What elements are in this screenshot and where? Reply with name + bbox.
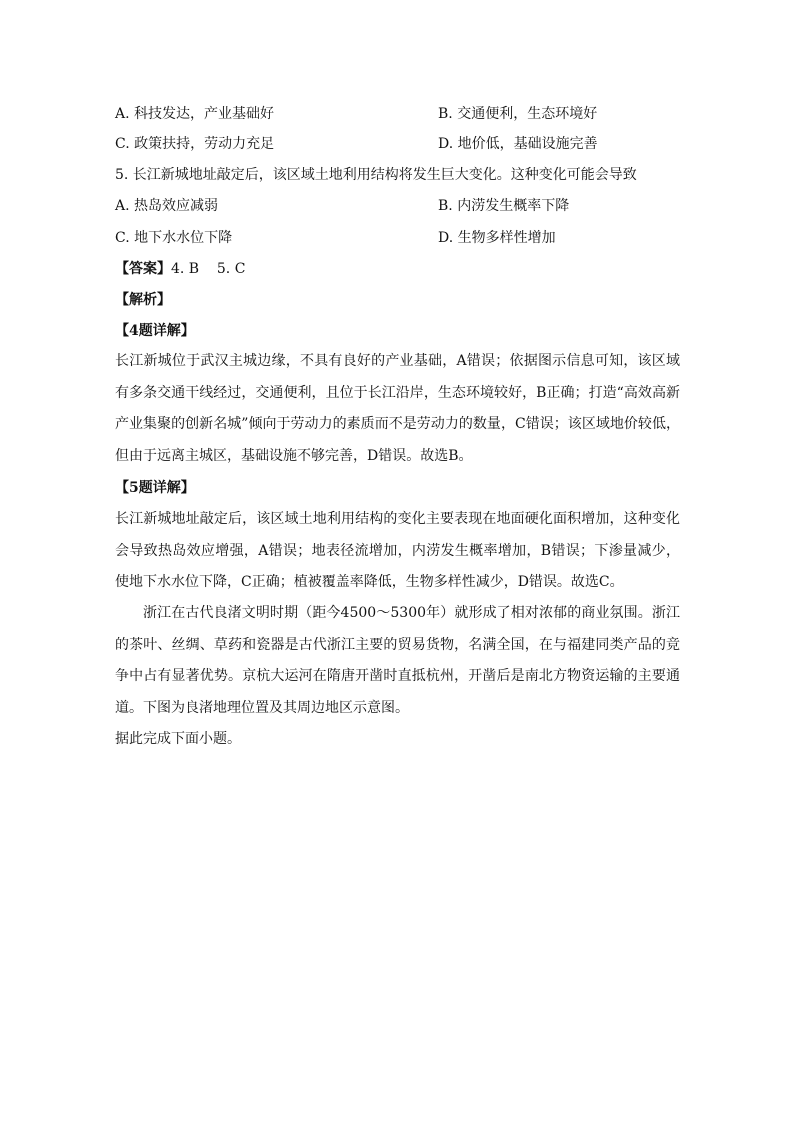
answer-text: 4. B 5. C bbox=[171, 261, 246, 277]
q5-detail-heading: 【5题详解】 bbox=[115, 480, 195, 496]
q4-option-a: A. 科技发达，产业基础好 bbox=[115, 106, 275, 122]
q4-detail-heading: 【4题详解】 bbox=[115, 323, 195, 339]
q5-option-d: D. 生物多样性增加 bbox=[438, 230, 556, 246]
answer-line bbox=[115, 259, 245, 279]
passage-text: 浙江在古代良渚文明时期（距今4500～5300年）就形成了相对浓郁的商业氛围。浙江的茶叶、丝绸、草药和瓷器是古代浙江主要的贸易货物，名满全国，在与福建同类产品的竞争中占有显著优势。京杭大运河在隋唐开凿时直抵杭州，开凿后是南北方物资运输的主要通道。下图为良渚地理位置及其周边地区示意图。 bbox=[115, 605, 680, 716]
answer-label: 【答案】 bbox=[115, 261, 171, 277]
analysis-heading: 【解析】 bbox=[115, 292, 171, 308]
q4-option-b: B. 交通便利，生态环境好 bbox=[438, 106, 598, 122]
q5-stem: 5. 长江新城地址敲定后，该区域土地利用结构将发生巨大变化。这种变化可能会导致 bbox=[115, 167, 637, 183]
q5-option-c: C. 地下水水位下降 bbox=[115, 230, 233, 246]
q4-option-d: D. 地价低，基础设施完善 bbox=[438, 136, 598, 152]
q5-option-a: A. 热岛效应减弱 bbox=[115, 198, 219, 214]
instruction-text: 据此完成下面小题。 bbox=[115, 731, 241, 747]
q4-detail-text: 长江新城位于武汉主城边缘，不具有良好的产业基础，A错误；依据图示信息可知，该区域有多条交通干线经过，交通便利，且位于长江沿岸，生态环境较好，B正确；打造“高效高新产业集聚的创新名城”倾向于劳动力的素质而不是劳动力的数量，C错误；该区域地价较低，但由于远离主城区，基础设施不够完善，D错误。故选B。 bbox=[115, 353, 680, 464]
q5-option-b: B. 内涝发生概率下降 bbox=[438, 198, 570, 214]
q4-option-c: C. 政策扶持，劳动力充足 bbox=[115, 136, 275, 152]
q5-detail-text: 长江新城地址敲定后，该区域土地利用结构的变化主要表现在地面硬化面积增加，这种变化会导致热岛效应增强，A错误；地表径流增加，内涝发生概率增加，B错误；下渗量减少，使地下水水位下降，C正确；植被覆盖率降低，生物多样性减少，D错误。故选C。 bbox=[115, 511, 680, 590]
